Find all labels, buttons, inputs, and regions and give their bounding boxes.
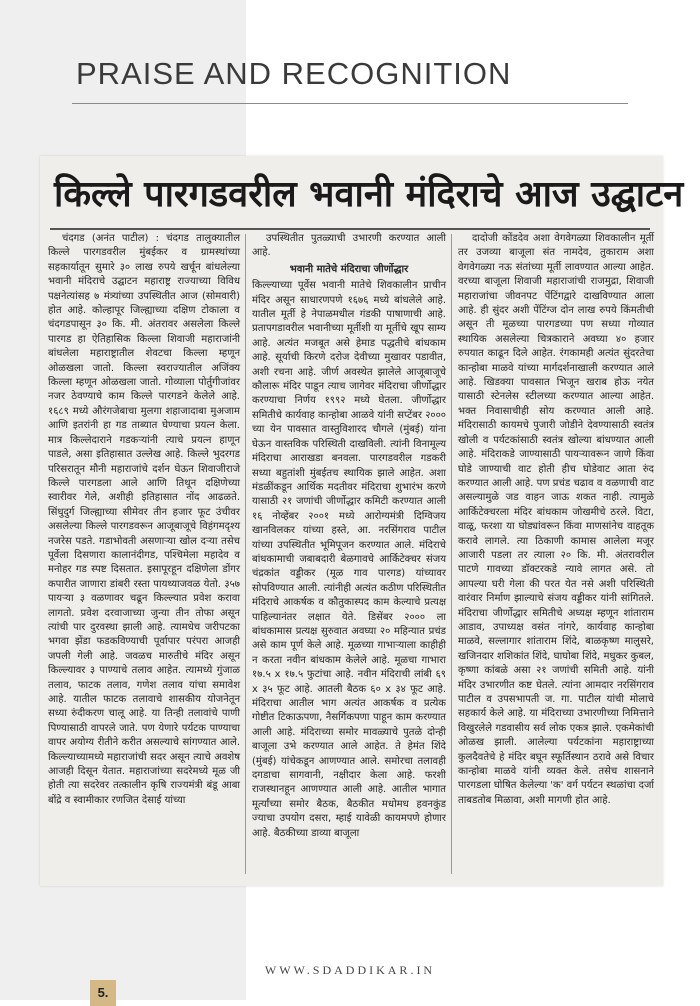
article-column-1: चंदगड (अनंत पाटील) : चंदगड तालुक्यातील किल्ले पारगडवरील मुंबईकर व ग्रामस्थांच्या सहकार्यातून सुमारे ३० लाख रुपये खर्चून बांधलेल्या भवानी मंदिराचे उद्घाटन महाराष्ट्र राज्याच्या विविध पक्षनेत्यांसह ७ मंत्र्यांच्या उपस्थितीत आज (सोमवारी) होत आहे. कोल्हापूर जिल्ह्याच्या दक्षिण टोकाला व चंदगडपासून ३० कि. मी. अंतरावर असलेला किल्ले पारगड हा ऐतिहासिक किल्ला शिवाजी महाराजांनी बांधलेला महाराष्ट्रातील शेवटचा किल्ला म्हणून ओळखला जातो. किल्ला स्वराज्यातील अजिंक्य किल्ला म्हणून ओळखला जातो. गोव्याला पोर्तुगीजांवर नजर ठेवण्याचे काम किल्ले पारगडने केलेले आहे. १६८९ मध्ये औरंगजेबाचा मुलगा शहाजादाबा मुअजाम आणि इतरांनी हा गड ताब्यात घेण्याचा प्रयत्न केला. मात्र किल्लेदाराने गडकऱ्यांनी त्याचे प्रयत्न हाणून पाडले, असा इतिहासात उल्लेख आहे. किल्ले भुदरगड परिसरातून मौनी महाराजांचे दर्शन घेऊन शिवाजीराजे किल्ले पारगडला आले आणि तिथून दक्षिणेच्या स्वारीवर गेले, अशीही इतिहासात नोंद आढळते. सिंधुदुर्ग जिल्ह्याच्या सीमेवर तीन हजार फूट उंचीवर असलेल्या किल्ले पारगडवरून आजूबाजूचे विहंगमदृश्य नजरेस पडते. गडाभोवती असणाऱ्या खोल दऱ्या तसेच पूर्वेला दिसणारा कालानंदीगड, पश्चिमेला महादेव व मनोहर गड स्पष्ट दिसतात. इसापूरहून दक्षिणेला डोंगर कपारीत जाणारा डांबरी रस्ता पायथ्याजवळ येतो. ३५७ पायऱ्या ३ वळणावर चढून किल्ल्यात प्रवेश करावा लागतो. प्रवेश दरवाजाच्या जुन्या तीन तोफा असून त्यांची पार दुरवस्था झाली आहे. त्यामधेच जरीपटका भगवा झेंडा फडकविण्याची पूर्वापार परंपरा आजही जपली गेली आहे. जवळच मारुतीचे मंदिर असून किल्ल्यावर ३ पाण्याचे तलाव आहेत. त्यामध्ये गुंजाळ तलाव, फाटक तलाव, गणेश तलाव यांचा समावेश आहे. यातील फाटक तलावाचे शासकीय योजनेतून सध्या रुंदीकरण चालू आहे. या तिन्ही तलावांचे पाणी पिण्यासाठी वापरले जाते. पण येणारे पर्यटक पाण्याचा वापर अयोग्य रीतीने करीत असल्याचे सांगण्यात आले. किल्ल्याच्यामध्ये महाराजांची सदर असून त्याचे अवशेष आजही दिसून येतात. महाराजांच्या सदरेमध्ये मूळ जी होती त्या सदरेवर तत्कालीन कृषि राज्यमंत्री बंडू आबा बोंद्रे व स्वामीकार रणजित देसाई यांच्या [48, 233, 240, 806]
article-column-2 [252, 232, 446, 882]
article-paragraph: किल्ल्याच्या पूर्वेस भवानी मातेचे शिवकालीन प्राचीन मंदिर असून साधारणपणे १६७६ मध्ये बांधलेले आहे. यातील मूर्ती हे नेपाळमधील गंडकी पाषाणाची आहे. प्रतापगडावरील भवानीच्या मूर्तीशी या मूर्तीचे खूप साम्य आहे. अत्यंत मजबूत असे हेमाड पद्धतीचे बांधकाम आहे. सूर्याची किरणे दरोज देवीच्या मुखावर पडावीत, अशी रचना आहे. जीर्ण अवस्थेत झालेले आजूबाजूचे कौलारू मंदिर पाडून त्याच जागेवर मंदिराचा जीर्णोद्धार करण्याचा निर्णय १९९२ मध्ये घेतला. जीर्णोद्धार समितीचे कार्यवाह कान्होबा आळवे यांनी सप्टेंबर २००० च्या येन पावसात वास्तुविशारद चौगले (मुंबई) यांना घेऊन वास्तविक परिस्थिती दाखविली. त्यांनी विनामूल्य मंदिराचा आराखडा बनवला. पारगडवरील गडकरी सध्या बहुतांशी मुंबईतच स्थायिक झाले आहेत. अशा मंडळींकडून आर्थिक मदतीवर मंदिराचा शुभारंभ करणे यासाठी २१ जणांची जीर्णोद्धार कमिटी करण्यात आली १६ नोव्हेंबर २००१ मध्ये आरोग्यमंत्री दिग्विजय खानविलकर यांच्या हस्ते, आ. नरसिंगराव पाटील यांच्या उपस्थितीत भूमिपूजन करण्यात आले. मंदिराचे बांधकामाची जबाबदारी बेळगावचे आर्किटेक्चर संजय चंद्रकांत वड्डीकर (मूळ गाव पारगड) यांच्यावर सोपविण्यात आली. त्यांनीही अत्यंत कठीण परिस्थितीत मंदिराचे आकर्षक व कौतुकास्पद काम केल्याचे प्रत्यक्ष पाहिल्यानंतर लक्षात येते. डिसेंबर २००० ला बांधकामास प्रत्यक्ष सुरुवात अवघ्या २० महिन्यात प्रचंड असे काम पूर्ण केले आहे. मूळच्या गाभाऱ्याला काहीही न करता नवीन बांधकाम केलेले आहे. मूळचा गाभारा १७.५ x १७.५ फुटांचा आहे. नवीन मंदिराची लांबी ६९ x ३५ फूट आहे. आतली बैठक ६० x ३४ फूट आहे. मंदिराचा आतील भाग अत्यंत आकर्षक व प्रत्येक गोष्टीत टिकाऊपणा, नैसर्गिकपणा पाहून काम करण्यात आली आहे. मंदिराच्या समोर मावळ्याचे पुतळे दोन्ही बाजूला उभे करण्यात आले आहेत. ते हेमंत शिंदे (मुंबई) यांचेकडून आणण्यात आले. समोरचा तलावही दगडाचा सागवानी, नक्षीदार केला आहे. फरशी राजस्थानहून आणण्यात आली आहे. आतील भागात मूर्त्यांच्या समोर बैठक, बैठकीत मधोमध हवनकुंड ज्याचा उपयोग दसरा, म्हाई यावेळी कायमपणे होणार आहे. बैठकीच्या डाव्या बाजूला [252, 280, 446, 839]
article-column-3: दादोजी कोंडदेव अशा वेगवेगळ्या शिवकालीन मूर्ती तर उजव्या बाजूला संत नामदेव, तुकाराम अशा वेगवेगळ्या नऊ संतांच्या मूर्ती लावण्यात आल्या आहेत. वरच्या बाजूला शिवाजी महाराजांची राजमुद्रा, शिवाजी महाराजांचा जीवनपट पेंटिंगद्वारे दाखविण्यात आला आहे. ही सुंदर अशी पेंटिंग्ज दोन लाख रुपये किंमतीची असून ती मूळच्या पारगडच्या पण सध्या गोव्यात स्थायिक असलेल्या चित्रकाराने अवघ्या ४० हजार रुपयात काढून दिले आहेत. रंगकामही अत्यंत सुंदरतेचा कान्होबा माळवे यांच्या मार्गदर्शनाखाली करण्यात आले आहे. खिडक्या पावसात भिजून खराब होऊ नयेत यासाठी स्टेनलेस स्टीलच्या करण्यात आल्या आहेत. भक्त निवासाचीही सोय करण्यात आली आहे. मंदिरासाठी कायमचे पुजारी जोडीने देवण्यासाठी स्वतंत्र खोली व पर्यटकांसाठी स्वतंत्र खोल्या बांधण्यात आली आहे. मंदिराकडे जाण्यासाठी पायऱ्यावरून जाणे किंवा घोडे जाण्याची वाट होती हीच घोडेवाट आता रुंद करण्यात आली आहे. पण प्रचंड चढाव व वळणाची वाट असल्यामुळे जड वाहन जाऊ शकत नाही. त्यामुळे आर्किटेक्चरला मंदिर बांधकाम जोखमीचे ठरले. विटा, वाळू, फरशा या घोड्यांवरून किंवा माणसांनेच वाहतूक करावे लागले. त्या ठिकाणी कामास आलेला मजूर आजारी पडला तर त्याला २० कि. मी. अंतरावरील पाटणे गावच्या डॉक्टरकडे न्यावे लागत असे. तो आपल्या घरी गेला की परत येत नसे अशी परिस्थिती वारंवार निर्माण झाल्याचे संजय वड्डीकर यांनी सांगितले. मंदिराचा जीर्णोद्धार समितीचे अध्यक्ष म्हणून शांताराम आडाव, उपाध्यक्ष वसंत नांगरे, कार्यवाह कान्होबा माळवे, सल्लागार शांताराम शिंदे, बाळकृष्ण मालुसरे, खजिनदार शशिकांत शिंदे, घाघोबा शिंदे, मधुकर कुबल, कृष्णा कांबळे असा २१ जणांची समिती आहे. यांनी मंदिर उभारणीत कष्ट घेतले. त्यांना आमदार नरसिंगराव पाटील व उपसभापती ज. गा. पाटील यांची मोलाचे सहकार्य केले आहे. या मंदिराच्या उभारणीच्या निमित्ताने विखुरलेले गडवासीय सर्व लोक एकत्र झाले. एकमेकांची ओळख झाली. आलेल्या पर्यटकांना महाराष्ट्राच्या कुलदैवतेचे हे मंदिर बघून स्फूर्तिस्थान ठरावे असे विचार कान्होबा माळवे यांनी व्यक्त केले. तसेच शासनाने पारगडला घोषित केलेल्या 'क' वर्ग पर्यटन स्थळांचा दर्जा ताबडतोब मिळावा, अशी मागणी होत आहे. [458, 233, 654, 806]
article-paragraph: उपस्थितीत पुतळ्याची उभारणी करण्यात आली आहे. [252, 233, 446, 259]
page-number-badge: 5. [90, 980, 116, 1006]
column-divider [245, 234, 246, 874]
article-subheading: भवानी मातेचे मंदिराचा जीर्णोद्धार [289, 263, 409, 275]
heading-underline [72, 103, 628, 104]
article-headline: किल्ले पारगडवरील भवानी मंदिराचे आज उद्घाटन [54, 173, 684, 215]
headline-rule [50, 228, 650, 230]
column-divider [451, 234, 452, 874]
page-heading: PRAISE AND RECOGNITION [76, 56, 512, 91]
website-footer[interactable]: WWW.SDADDIKAR.IN [264, 963, 436, 977]
